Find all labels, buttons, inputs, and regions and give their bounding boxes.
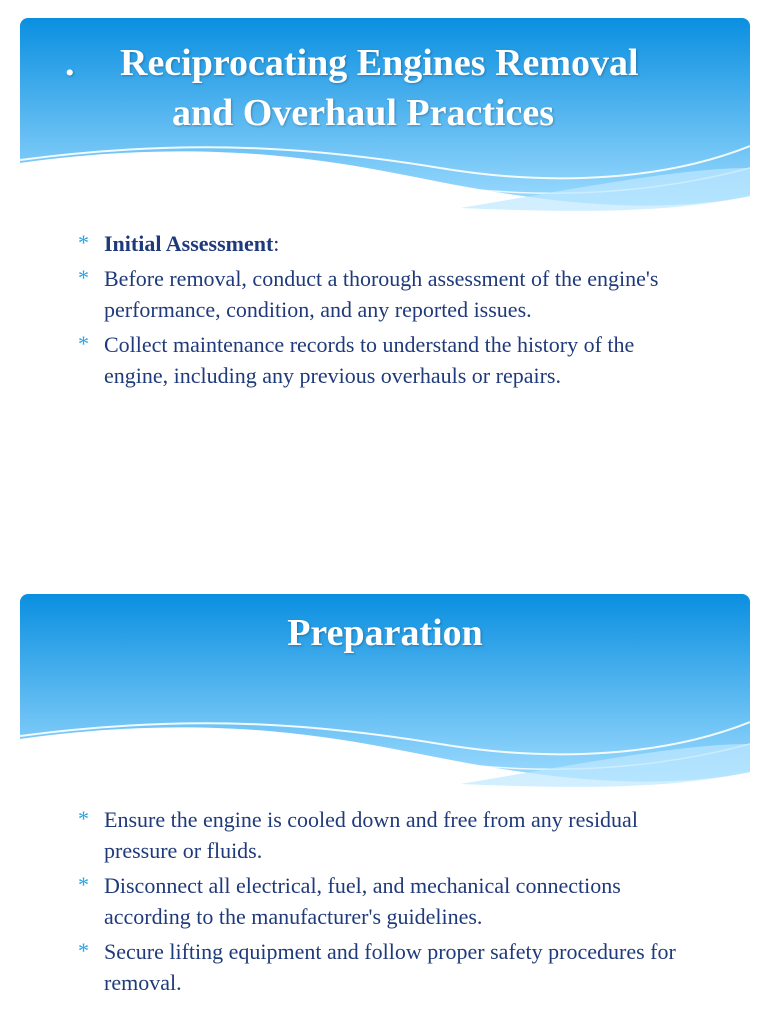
slide-2 <box>0 576 768 1024</box>
slide-2-title: Preparation <box>287 612 483 654</box>
bullet-text: Before removal, conduct a thorough assessment of the engine's performance, condition, and any reported issues. <box>104 266 659 322</box>
bullet-star-icon: * <box>78 938 89 963</box>
slide-1-bullet-list <box>78 228 698 395</box>
bullet-text: Collect maintenance records to understand the history of the engine, including any previous overhauls or repairs. <box>104 332 635 388</box>
title-line-2: and Overhaul Practices <box>172 92 555 134</box>
title-line-1: Reciprocating Engines Removal <box>120 42 639 84</box>
title-marker: . <box>65 42 75 84</box>
slide-1-title <box>20 38 750 138</box>
bullet-text: : <box>273 231 280 256</box>
slide-2-bullet-list <box>78 804 698 1002</box>
bullet-text: Secure lifting equipment and follow proper safety procedures for removal. <box>104 939 676 995</box>
bullet-star-icon: * <box>78 331 89 356</box>
slide-2-header-banner <box>20 594 750 794</box>
bullet-item <box>78 329 698 391</box>
bullet-star-icon: * <box>78 872 89 897</box>
bullet-star-icon: * <box>78 230 89 255</box>
bullet-text: Disconnect all electrical, fuel, and mechanical connections according to the manufacturer's guidelines. <box>104 873 621 929</box>
bullet-star-icon: * <box>78 265 89 290</box>
bullet-bold-label: Initial Assessment <box>104 231 274 256</box>
bullet-item <box>78 870 698 932</box>
bullet-item <box>78 228 698 259</box>
bullet-item <box>78 804 698 866</box>
bullet-item <box>78 936 698 998</box>
bullet-item <box>78 263 698 325</box>
bullet-star-icon: * <box>78 806 89 831</box>
bullet-text: Ensure the engine is cooled down and free from any residual pressure or fluids. <box>104 807 638 863</box>
slide-1-header-banner <box>20 18 750 218</box>
